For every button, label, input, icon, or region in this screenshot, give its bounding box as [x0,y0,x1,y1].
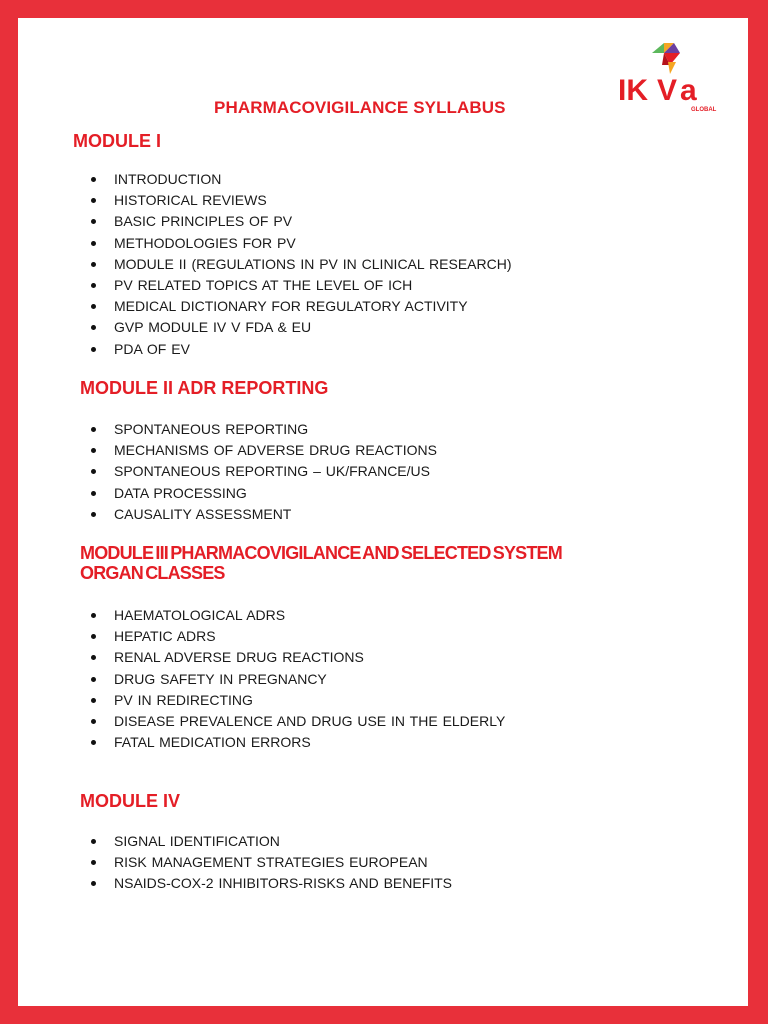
list-item: DATA PROCESSING [88,483,437,504]
list-item: PV IN REDIRECTING [88,690,505,711]
svg-text:IK: IK [618,74,648,107]
list-item: MECHANISMS OF ADVERSE DRUG REACTIONS [88,440,437,461]
list-item: DRUG SAFETY IN PREGNANCY [88,669,505,690]
list-item: GVP MODULE IV V FDA & EU [88,317,512,338]
list-item: SPONTANEOUS REPORTING [88,419,437,440]
list-item: HEPATIC ADRS [88,626,505,647]
list-item: HAEMATOLOGICAL ADRS [88,605,505,626]
module-3-list [88,605,505,753]
svg-text:V: V [657,74,678,107]
list-item: INTRODUCTION [88,169,512,190]
list-item: RISK MANAGEMENT STRATEGIES EUROPEAN [88,852,452,873]
svg-text:GLOBAL: GLOBAL [691,107,717,113]
list-item: HISTORICAL REVIEWS [88,190,512,211]
module-2-list [88,419,437,525]
list-item: NSAIDS-COX-2 INHIBITORS-RISKS AND BENEFITS [88,873,452,894]
ikva-global-logo [614,40,724,120]
module-4-heading: MODULE IV [80,791,181,811]
list-item: SIGNAL IDENTIFICATION [88,831,452,852]
list-item: FATAL MEDICATION ERRORS [88,732,505,753]
list-item: MODULE II (REGULATIONS IN PV IN CLINICAL RESEARCH) [88,254,512,275]
page-title: PHARMACOVIGILANCE SYLLABUS [214,98,506,117]
list-item: CAUSALITY ASSESSMENT [88,504,437,525]
module-1-heading: MODULE I [73,131,161,151]
list-item: METHODOLOGIES FOR PV [88,233,512,254]
logo-graphic [614,40,724,120]
list-item: PDA OF EV [88,339,512,360]
module-3-heading-line1: MODULE III PHARMACOVIGILANCE AND SELECTED SYSTEM [80,543,562,563]
list-item: SPONTANEOUS REPORTING – UK/FRANCE/US [88,461,437,482]
list-item: MEDICAL DICTIONARY FOR REGULATORY ACTIVITY [88,296,512,317]
list-item: BASIC PRINCIPLES OF PV [88,211,512,232]
list-item: DISEASE PREVALENCE AND DRUG USE IN THE ELDERLY [88,711,505,732]
module-3-heading [80,543,562,583]
module-1-list [88,169,512,360]
module-3-heading-line2: ORGAN CLASSES [80,563,225,583]
svg-text:a: a [680,74,697,107]
list-item: PV RELATED TOPICS AT THE LEVEL OF ICH [88,275,512,296]
module-2-heading: MODULE II ADR REPORTING [80,378,329,398]
module-4-list [88,831,452,895]
document-page [18,18,748,1006]
list-item: RENAL ADVERSE DRUG REACTIONS [88,647,505,668]
